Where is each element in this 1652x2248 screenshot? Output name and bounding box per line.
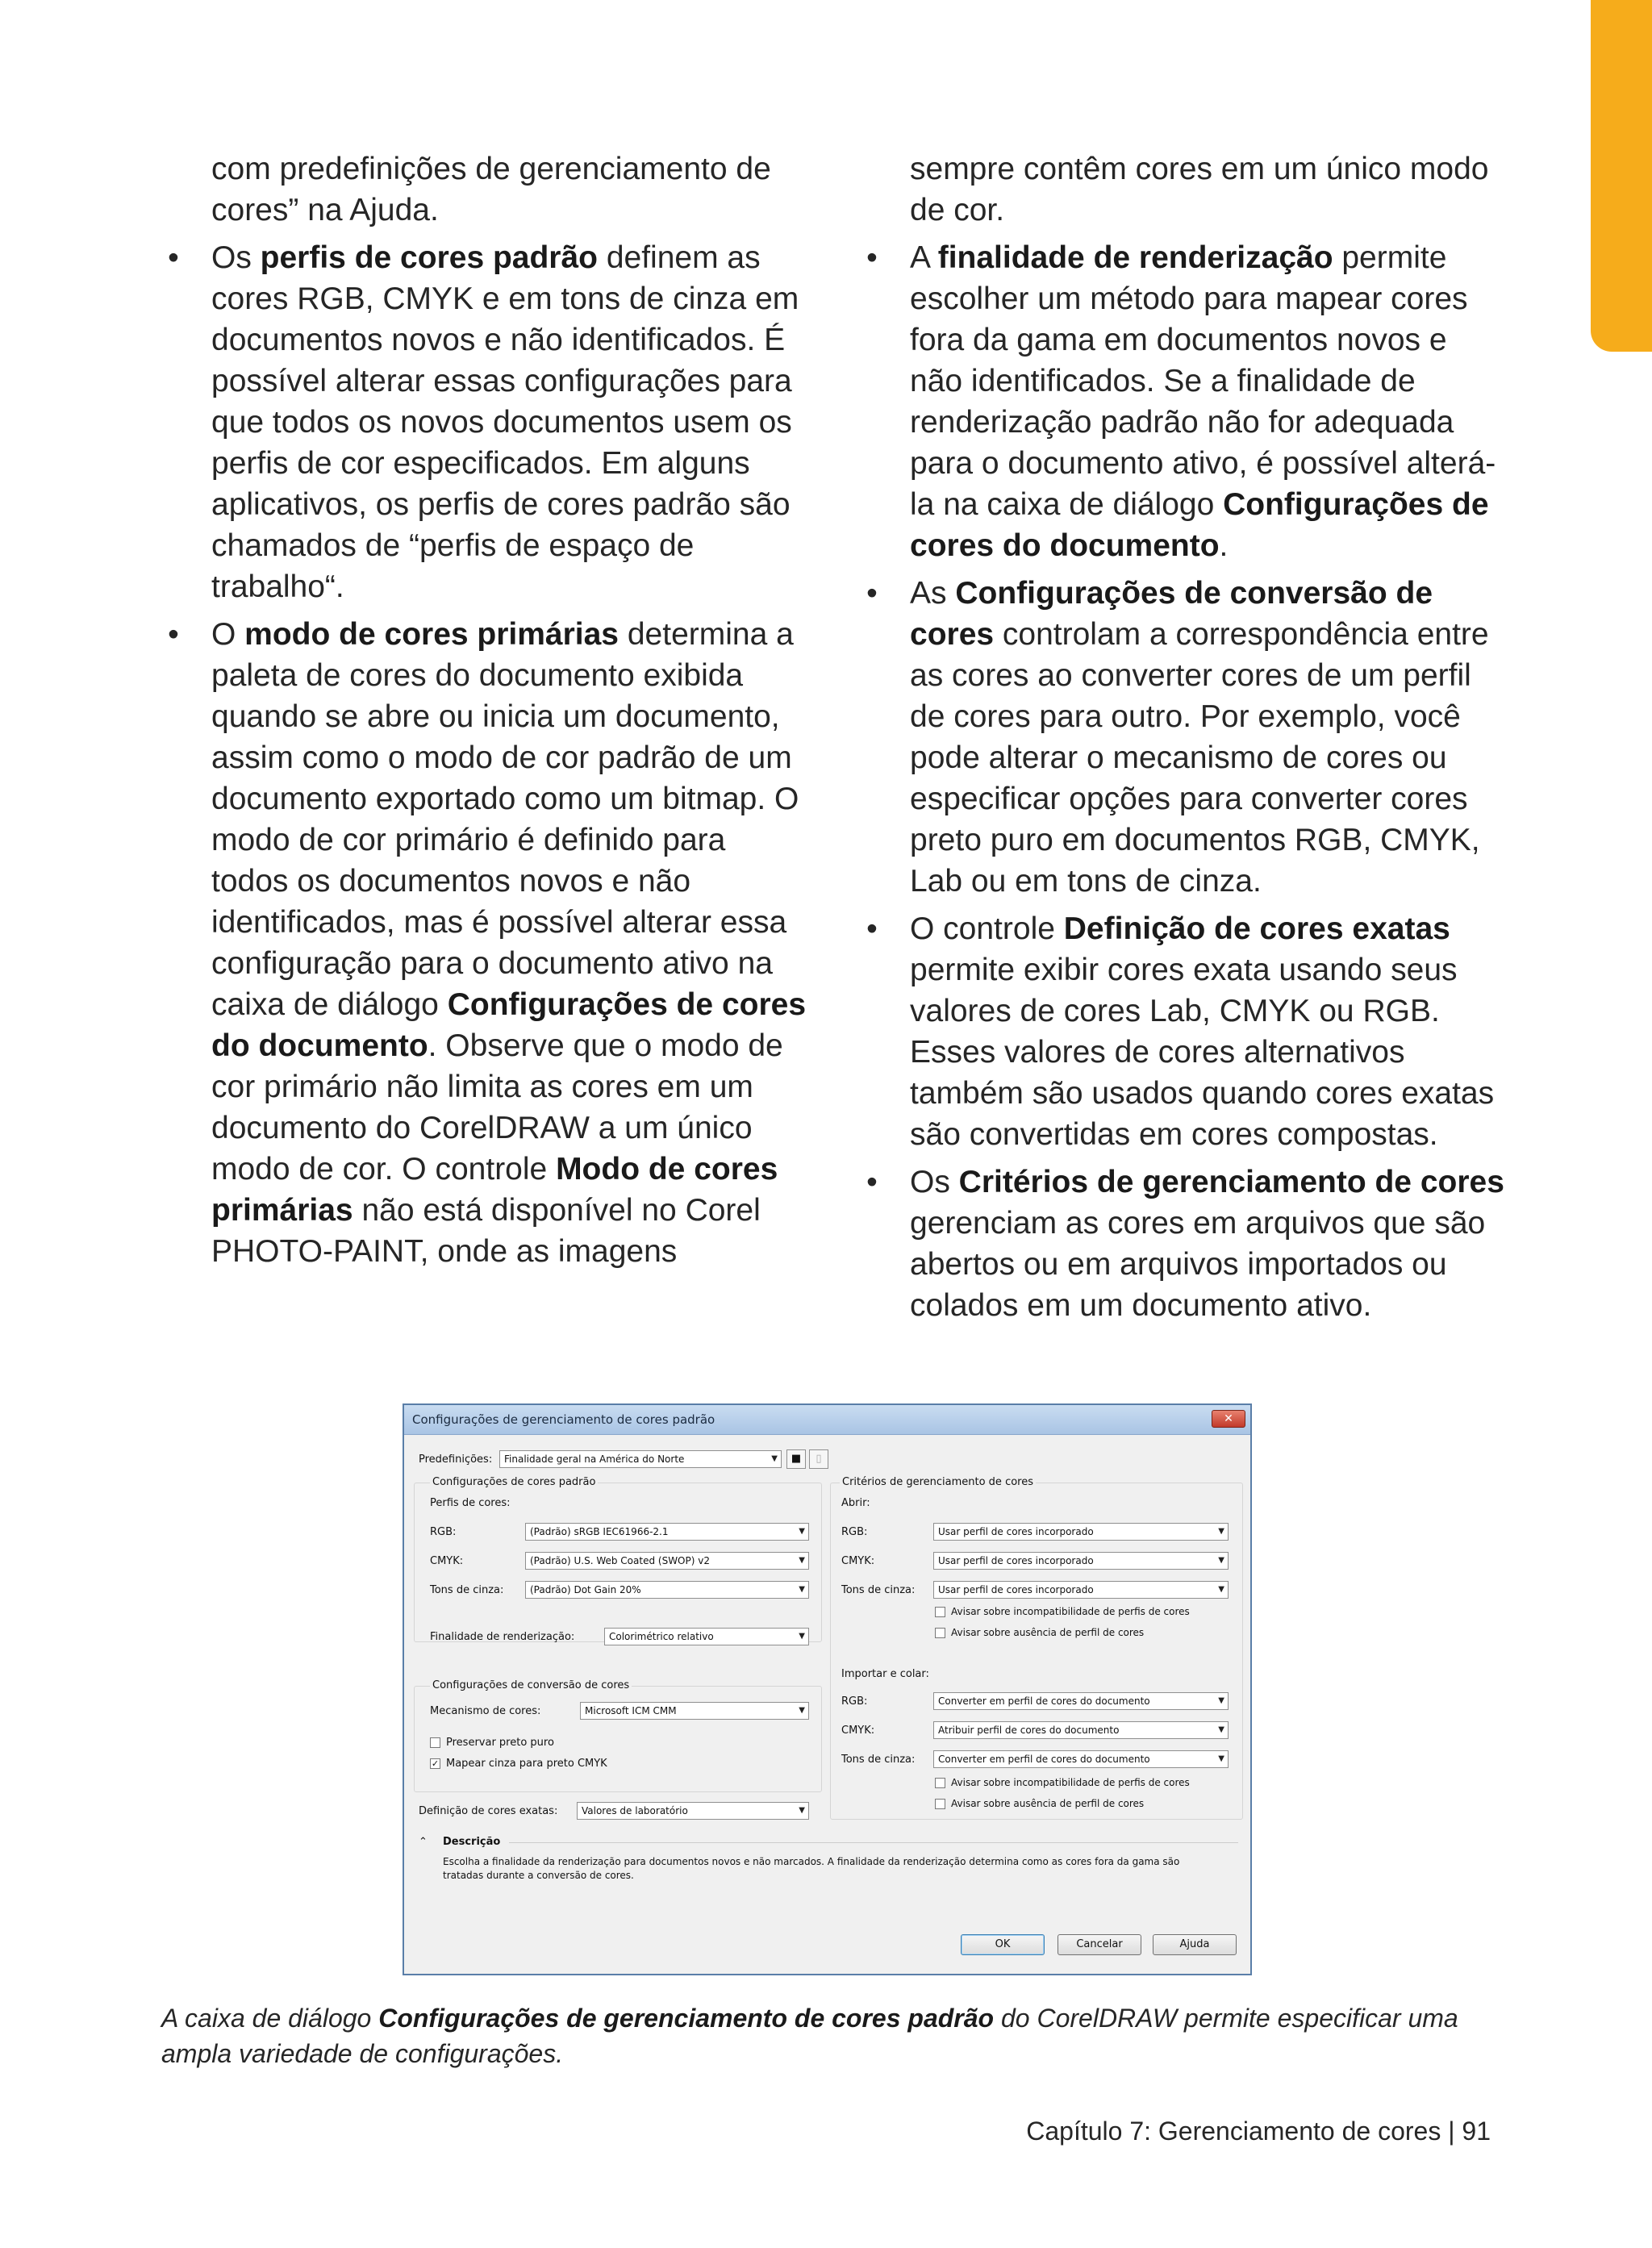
import-gray-dropdown[interactable]: Converter em perfil de cores do documento ▼ (933, 1750, 1229, 1768)
spot-definition-dropdown[interactable]: Valores de laboratório ▼ (577, 1802, 809, 1820)
figure-caption: A caixa de diálogo Configurações de gerenciamento de cores padrão do CorelDRAW permite especificar uma ampla variedade de configurações. (161, 2004, 1458, 2068)
color-engine-dropdown[interactable]: Microsoft ICM CMM ▼ (580, 1702, 809, 1720)
chapter-tab (1591, 0, 1652, 352)
open-gray-label: Tons de cinza: (841, 1584, 916, 1596)
presets-label: Predefinições: (419, 1453, 493, 1466)
chevron-down-icon: ▼ (799, 1585, 805, 1594)
warn-missing-label: Avisar sobre ausência de perfil de cores (951, 1627, 1145, 1638)
list-item: • O modo de cores primárias determina a paleta de cores do documento exibida quando se abre ou inicia um documento, assim como o modo de cor padrão de um documento exportado como um bitmap. O modo de cor primário é definido para todos os documentos novos e não identificados, mas é possível alterar essa configuração para o documento ativo na caixa de diálogo Configurações de cores do documento. Observe que o modo de cor primário não limita as cores em um documento do CorelDRAW a um único modo de cor. O controle Modo de cores primárias não está disponível no Corel PHOTO-PAINT, onde as imagens (161, 614, 807, 1272)
bullet-icon: • (168, 617, 179, 652)
trash-icon: ▯ (816, 1453, 822, 1465)
left-intro: com predefinições de gerenciamento de cores” na Ajuda. (211, 152, 771, 227)
warn-mismatch-checkbox[interactable] (935, 1607, 945, 1617)
chevron-down-icon: ▼ (1218, 1585, 1224, 1594)
import-warn-mismatch-label: Avisar sobre incompatibilidade de perfis de cores (951, 1777, 1190, 1788)
spot-definition-label: Definição de cores exatas: (419, 1805, 558, 1817)
bullet-icon: • (866, 1165, 878, 1199)
chevron-down-icon: ▼ (799, 1806, 805, 1815)
import-warn-missing-checkbox[interactable] (935, 1799, 945, 1809)
color-management-dialog (403, 1403, 1252, 1975)
presets-dropdown[interactable]: Finalidade geral na América do Norte ▼ (499, 1450, 782, 1468)
open-gray-dropdown[interactable]: Usar perfil de cores incorporado ▼ (933, 1581, 1229, 1599)
policies-group-label: Critérios de gerenciamento de cores (840, 1476, 1036, 1488)
chevron-down-icon: ▼ (799, 1632, 805, 1641)
open-rgb-label: RGB: (841, 1526, 868, 1538)
import-rgb-label: RGB: (841, 1695, 868, 1708)
dialog-titlebar (404, 1405, 1250, 1435)
left-column (161, 148, 807, 1278)
chevron-down-icon: ▼ (799, 1556, 805, 1565)
import-warn-mismatch-checkbox[interactable] (935, 1778, 945, 1788)
list-item: • A finalidade de renderização permite escolher um método para mapear cores fora da gama em documentos novos e não identificados. Se a finalidade de renderização padrão não for adequada para o documento ativo, é possível alterá-la na caixa de diálogo Configurações de cores do documento. (860, 237, 1505, 566)
import-cmyk-dropdown[interactable]: Atribuir perfil de cores do documento ▼ (933, 1721, 1229, 1739)
preserve-black-checkbox[interactable] (430, 1737, 440, 1748)
open-rgb-dropdown[interactable]: Usar perfil de cores incorporado ▼ (933, 1523, 1229, 1541)
color-engine-label: Mecanismo de cores: (430, 1705, 541, 1717)
cmyk-label: CMYK: (430, 1555, 464, 1567)
rendering-intent-label: Finalidade de renderização: (430, 1631, 575, 1643)
right-intro: sempre contêm cores em um único modo de cor. (910, 152, 1489, 227)
checkmark-icon: ✓ (431, 1758, 440, 1769)
bullet-icon: • (866, 911, 878, 946)
grayscale-label: Tons de cinza: (430, 1584, 504, 1596)
delete-preset-button[interactable] (809, 1449, 828, 1469)
description-text: Escolha a finalidade da renderização para documentos novos e não marcados. A finalidade da renderização determina como as cores fora da gama são tratadas durante a conversão de cores. (443, 1856, 1180, 1881)
open-label: Abrir: (841, 1497, 870, 1509)
save-preset-button[interactable] (786, 1449, 806, 1469)
save-icon: ■ (791, 1453, 802, 1465)
chevron-down-icon: ▼ (1218, 1696, 1224, 1705)
preserve-black-label: Preservar preto puro (446, 1737, 554, 1749)
right-column (860, 148, 1505, 1333)
cancel-button[interactable]: Cancelar (1058, 1934, 1141, 1955)
close-button[interactable]: ✕ (1212, 1410, 1245, 1428)
grayscale-profile-dropdown[interactable]: (Padrão) Dot Gain 20% ▼ (525, 1581, 809, 1599)
help-button[interactable]: Ajuda (1153, 1934, 1237, 1955)
ok-button[interactable]: OK (961, 1934, 1045, 1955)
rgb-label: RGB: (430, 1526, 457, 1538)
chevron-down-icon: ▼ (1218, 1527, 1224, 1536)
import-warn-missing-label: Avisar sobre ausência de perfil de cores (951, 1798, 1145, 1809)
open-cmyk-dropdown[interactable]: Usar perfil de cores incorporado ▼ (933, 1552, 1229, 1570)
default-profiles-group-label: Configurações de cores padrão (430, 1476, 598, 1488)
bullet-icon: • (866, 240, 878, 275)
list-item: • O controle Definição de cores exatas permite exibir cores exata usando seus valores de cores Lab, CMYK ou RGB. Esses valores de cores alternativos também são usados quando cores exatas são convertidas em cores compostas. (860, 908, 1505, 1155)
import-rgb-dropdown[interactable]: Converter em perfil de cores do documento ▼ (933, 1692, 1229, 1710)
cmyk-profile-dropdown[interactable]: (Padrão) U.S. Web Coated (SWOP) v2 ▼ (525, 1552, 809, 1570)
rgb-profile-dropdown[interactable]: (Padrão) sRGB IEC61966-2.1 ▼ (525, 1523, 809, 1541)
chevron-down-icon: ▼ (1218, 1754, 1224, 1763)
map-gray-checkbox[interactable] (430, 1758, 440, 1769)
description-label: Descrição (443, 1836, 501, 1848)
list-item: • As Configurações de conversão de cores controlam a correspondência entre as cores ao converter cores de um perfil de cores para outro. Por exemplo, você pode alterar o mecanismo de cores ou especificar opções para converter cores preto puro em documentos RGB, CMYK, Lab ou em tons de cinza. (860, 573, 1505, 902)
import-cmyk-label: CMYK: (841, 1725, 875, 1737)
chevron-down-icon: ▼ (799, 1527, 805, 1536)
chevron-down-icon: ▼ (1218, 1725, 1224, 1734)
rendering-intent-dropdown[interactable]: Colorimétrico relativo ▼ (604, 1628, 809, 1645)
import-gray-label: Tons de cinza: (841, 1754, 916, 1766)
open-cmyk-label: CMYK: (841, 1555, 875, 1567)
warn-mismatch-label: Avisar sobre incompatibilidade de perfis de cores (951, 1606, 1190, 1617)
dialog-title: Configurações de gerenciamento de cores padrão (412, 1412, 715, 1427)
warn-missing-checkbox[interactable] (935, 1628, 945, 1638)
bullet-icon: • (168, 240, 179, 275)
bullet-icon: • (866, 576, 878, 611)
chevron-down-icon: ▼ (771, 1454, 778, 1463)
profiles-label: Perfis de cores: (430, 1497, 511, 1509)
collapse-description-icon[interactable]: ⌃ (419, 1836, 428, 1848)
import-label: Importar e colar: (841, 1668, 929, 1680)
page-footer: Capítulo 7: Gerenciamento de cores | 91 (1026, 2117, 1491, 2146)
list-item: • Os Critérios de gerenciamento de cores gerenciam as cores em arquivos que são abertos ou em arquivos importados ou colados em um documento ativo. (860, 1162, 1505, 1326)
chevron-down-icon: ▼ (799, 1706, 805, 1715)
map-gray-label: Mapear cinza para preto CMYK (446, 1758, 607, 1770)
chevron-down-icon: ▼ (1218, 1556, 1224, 1565)
list-item: • Os perfis de cores padrão definem as cores RGB, CMYK e em tons de cinza em documentos novos e não identificados. É possível alterar essas configurações para que todos os novos documentos usem os perfis de cor especificados. Em alguns aplicativos, os perfis de cores padrão são chamados de “perfis de espaço de trabalho“. (161, 237, 807, 607)
description-divider (509, 1842, 1238, 1843)
conversion-group-label: Configurações de conversão de cores (430, 1679, 632, 1691)
